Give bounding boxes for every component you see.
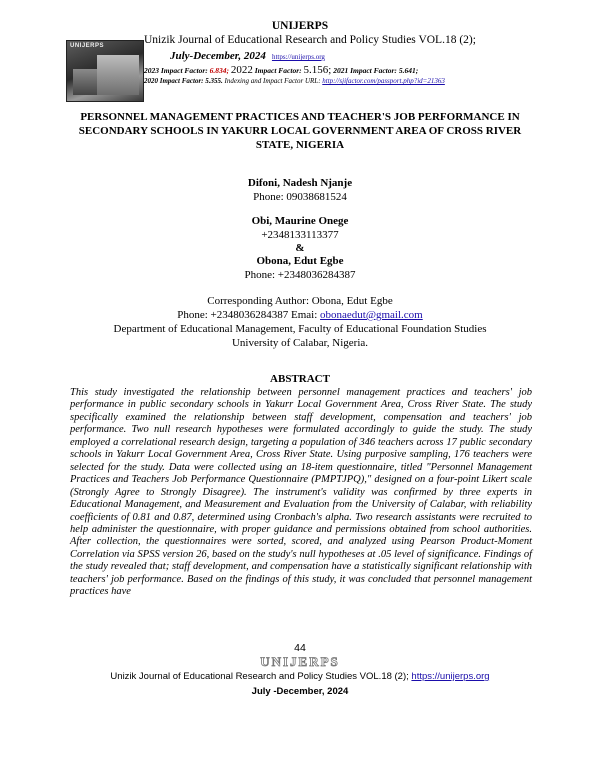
if-2020-value: 5.355. [205, 77, 223, 85]
department: Department of Educational Management, Faculty of Educational Foundation Studies [113, 323, 487, 335]
page-number: 44 [294, 642, 306, 654]
if-2022-year: 2022 [230, 64, 253, 76]
author-3-name: Obona, Edut Egbe [256, 255, 344, 267]
author-1-phone: Phone: 09038681524 [253, 191, 347, 203]
if-2022-label: Impact Factor: [254, 66, 302, 75]
indexing-url-link[interactable]: http://sjifactor.com/passport.php?id=21363 [322, 77, 445, 85]
if-2023-label: 2023 Impact Factor: [144, 66, 208, 75]
if-2021-value: 5.641; [398, 66, 419, 75]
indexing-text: Indexing and Impact Factor URL: [224, 77, 321, 85]
logo-text: UNIJERPS [70, 43, 105, 49]
journal-url-link[interactable]: https://unijerps.org [271, 53, 325, 61]
author-2-name: Obi, Maurine Onege [251, 215, 349, 227]
university: University of Calabar, Nigeria. [231, 337, 369, 349]
paper-title: PERSONNEL MANAGEMENT PRACTICES AND TEACHER'S JOB PERFORMANCE IN SECONDARY SCHOOLS IN YAKURR LOCAL GOVERNMENT AREA OF CROSS RIVER STATE, NIGERIA [78, 111, 522, 151]
impact-factor-line-2 [144, 77, 445, 85]
corresponding-contact [0, 309, 600, 321]
journal-logo [66, 40, 144, 102]
footer-watermark: UNIJERPS [260, 654, 340, 669]
footer-journal-line [0, 671, 600, 682]
impact-factor-line-1 [144, 64, 418, 76]
footer-date: July -December, 2024 [251, 686, 349, 697]
author-3-phone: Phone: +2348036284387 [244, 269, 356, 281]
author-1-name: Difoni, Nadesh Njanje [247, 177, 353, 189]
journal-date-line [170, 50, 325, 62]
corresponding-email-link[interactable]: obonaedut@gmail.com [320, 309, 423, 321]
abstract-heading: ABSTRACT [270, 373, 330, 385]
footer-journal: Unizik Journal of Educational Research and Policy Studies VOL.18 (2); [110, 671, 412, 682]
if-2022-value: 5.156; [303, 64, 332, 76]
journal-acronym: UNIJERPS [271, 20, 329, 32]
corresponding-phone: Phone: +2348036284387 Emai: [177, 309, 321, 321]
if-2020-label: 2020 Impact Factor: [144, 77, 204, 85]
author-separator: & [295, 242, 305, 254]
journal-date: July-December, 2024 [170, 50, 266, 62]
abstract-body: This study investigated the relationship between personnel management practices and teachers' job performance in public secondary schools in Yakurr Local Government Area, Cross River State. The study specifically examined the relationship between staff development, compensation and teachers' job performance. Two null research hypotheses were formulated accordingly to guide the study. The study employed a correlational research design, targeting a population of 346 teachers across 17 public secondary schools in Yakurr Local Government Area, Cross River State. Using purposive sampling, 176 teachers were selected for the study. Data were collected using an 18-item questionnaire, titled "Personnel Management Practices and Teachers Job Performance Questionnaire (PMPTJPQ)," designed on a four-point Likert scale (Strongly Agree to Strongly Disagree). The instrument's validity was confirmed by three experts in Educational Management, and Measurement and Evaluation from the University of Calabar, with reliability coefficients of 0.81 and 0.87, determined using Cronbach's alpha. Two research assistants were recruited to help administer the questionnaire, with proper guidance and permissions obtained from school authorities. After collection, the questionnaires were sorted, scored, and analyzed using Pearson Product-Moment Correlation via SPSS version 26, based on the study's null hypotheses at .05 level of significance. Findings of the study revealed that; staff development, and compensation have a statistically significant relationship with teachers' job performance. Based on the findings of this study, it was concluded that personnel management practices have [70, 387, 532, 598]
corresponding-author: Corresponding Author: Obona, Edut Egbe [207, 295, 393, 307]
author-2-phone: +2348133113377 [261, 229, 339, 241]
if-2021-label: 2021 Impact Factor: [333, 66, 397, 75]
if-2023-value: 6.834; [209, 66, 229, 75]
journal-name: Unizik Journal of Educational Research and Policy Studies VOL.18 (2); [144, 34, 476, 46]
footer-url-link[interactable]: https://unijerps.org [411, 671, 490, 682]
